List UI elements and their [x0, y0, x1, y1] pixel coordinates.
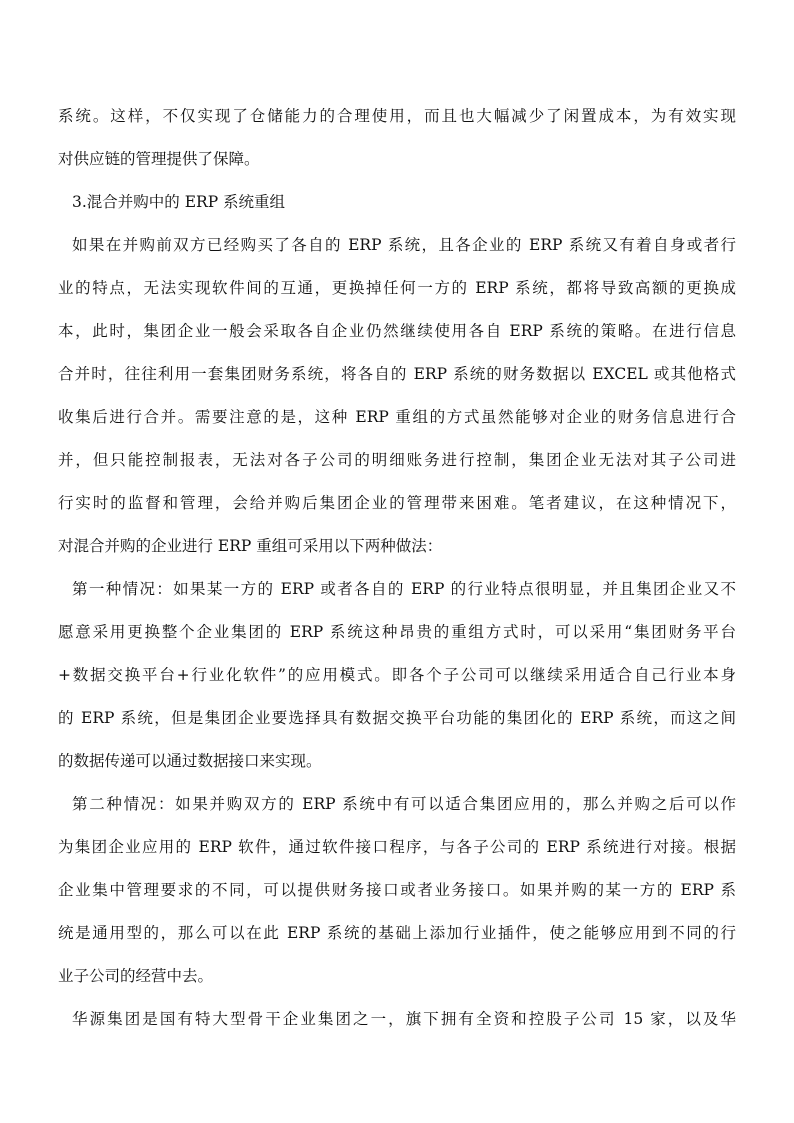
- body-text-line: 系统。这样，不仅实现了仓储能力的合理使用，而且也大幅减少了闲置成本，为有效实现: [58, 107, 736, 125]
- section-heading: 3.混合并购中的 ERP 系统重组: [72, 193, 286, 211]
- body-text-line: 合并时，往往利用一套集团财务系统，将各自的 ERP 系统的财务数据以 EXCEL 或其他格式: [58, 365, 736, 383]
- body-text-line: 华源集团是国有特大型骨干企业集团之一，旗下拥有全资和控股子公司 15 家，以及华: [72, 1010, 736, 1028]
- body-text-line: 收集后进行合并。需要注意的是，这种 ERP 重组的方式虽然能够对企业的财务信息进行合: [58, 408, 736, 426]
- body-text-line: +数据交换平台+行业化软件”的应用模式。即各个子公司可以继续采用适合自己行业本身: [58, 666, 736, 684]
- body-text-line: 为集团企业应用的 ERP 软件，通过软件接口程序，与各子公司的 ERP 系统进行对接。根据: [58, 838, 736, 856]
- body-text-line: 第二种情况：如果并购双方的 ERP 系统中有可以适合集团应用的，那么并购之后可以作: [72, 795, 736, 813]
- body-text-line: 的 ERP 系统，但是集团企业要选择具有数据交换平台功能的集团化的 ERP 系统，而这之间: [58, 709, 736, 727]
- body-text-line: 并，但只能控制报表，无法对各子公司的明细账务进行控制，集团企业无法对其子公司进: [58, 451, 736, 469]
- body-text-line: 对混合并购的企业进行 ERP 重组可采用以下两种做法：: [58, 537, 443, 555]
- body-text-line: 第一种情况：如果某一方的 ERP 或者各自的 ERP 的行业特点很明显，并且集团企业又不: [72, 580, 736, 598]
- body-text-line: 本，此时，集团企业一般会采取各自企业仍然继续使用各自 ERP 系统的策略。在进行信息: [58, 322, 736, 340]
- body-text-line: 业的特点，无法实现软件间的互通，更换掉任何一方的 ERP 系统，都将导致高额的更换成: [58, 279, 736, 297]
- body-text-line: 行实时的监督和管理，会给并购后集团企业的管理带来困难。笔者建议，在这种情况下，: [58, 494, 736, 512]
- body-text-line: 愿意采用更换整个企业集团的 ERP 系统这种昂贵的重组方式时，可以采用“集团财务平台: [58, 623, 736, 641]
- body-text-line: 如果在并购前双方已经购买了各自的 ERP 系统，且各企业的 ERP 系统又有着自身或者行: [72, 236, 736, 254]
- body-text-line: 统是通用型的，那么可以在此 ERP 系统的基础上添加行业插件，使之能够应用到不同的行: [58, 924, 736, 942]
- body-text-line: 的数据传递可以通过数据接口来实现。: [58, 752, 322, 770]
- body-text-line: 对供应链的管理提供了保障。: [58, 150, 260, 168]
- body-text-line: 业子公司的经营中去。: [58, 967, 214, 985]
- body-text-line: 企业集中管理要求的不同，可以提供财务接口或者业务接口。如果并购的某一方的 ERP 系: [58, 881, 736, 899]
